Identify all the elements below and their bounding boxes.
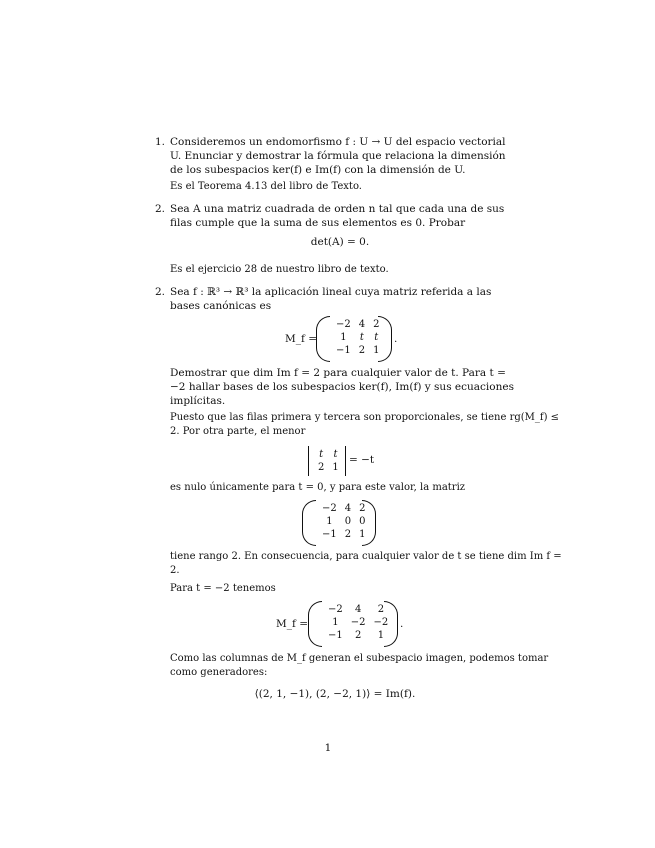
matrix-3-end: . (400, 618, 404, 630)
final-equation: ⟨(2, 1, −1), (2, −2, 1)⟩ = Im(f). (254, 688, 416, 700)
m1-cell: 1 (373, 345, 380, 356)
item-2-line-2: filas cumple que la suma de sus elementos es 0. Probar (170, 217, 466, 229)
minor-cell: t (333, 449, 338, 460)
item-1-answer: Es el Teorema 4.13 del libro de Texto. (170, 181, 362, 192)
solution-line-8: como generadores: (170, 667, 268, 678)
m3-cell: 1 (377, 630, 385, 641)
matrix-1-label: M_f = (285, 333, 318, 345)
m1-cell: −1 (336, 345, 351, 356)
matrix-1-end: . (394, 333, 398, 345)
m3-cell: 2 (377, 604, 385, 615)
item-3-task-1: Demostrar que dim Im f = 2 para cualquier valor de t. Para t = (170, 367, 506, 379)
item-3-number: 2. (155, 286, 166, 298)
m2-cell: −2 (322, 503, 337, 514)
matrix-3-label: M_f = (276, 618, 309, 630)
m3-cell: 1 (332, 617, 339, 628)
minor-result: = −t (349, 454, 375, 466)
m1-cell: 2 (358, 345, 366, 356)
item-3-line-2: bases canónicas es (170, 300, 272, 312)
solution-line-6: Para t = −2 tenemos (170, 583, 276, 594)
item-1-line-3: de los subespacios ker(f) e Im(f) con la dimensión de U. (170, 164, 466, 176)
solution-line-5: 2. (170, 565, 180, 576)
m1-cell: 2 (373, 319, 380, 330)
m3-cell: −2 (328, 604, 343, 615)
item-3-task-2: −2 hallar bases de los subespacios ker(f), Im(f) y sus ecuaciones (170, 381, 514, 393)
solution-line-1: Puesto que las filas primera y tercera son proporcionales, se tiene rg(M_f) ≤ (170, 412, 560, 423)
solution-line-7: Como las columnas de M_f generan el subespacio imagen, podemos tomar (170, 653, 549, 664)
matrix-2 (302, 500, 376, 546)
page-number: 1 (324, 742, 332, 754)
m3-cell: −2 (373, 617, 389, 628)
m3-cell: 4 (354, 604, 362, 615)
item-3-line-1: Sea f : ℝ³ → ℝ³ la aplicación lineal cuya matriz referida a las (170, 286, 492, 298)
item-1-line-2: U. Enunciar y demostrar la fórmula que relaciona la dimensión (170, 150, 506, 162)
m1-cell: −2 (336, 319, 351, 330)
m1-cell: 4 (358, 319, 366, 330)
minor-determinant (308, 446, 346, 476)
item-1-number: 1. (155, 136, 166, 148)
m1-cell: t (359, 332, 364, 343)
m2-cell: 2 (359, 503, 366, 514)
item-2-answer: Es el ejercicio 28 de nuestro libro de texto. (170, 264, 389, 275)
m3-cell: −1 (328, 630, 343, 641)
matrix-3 (308, 601, 398, 647)
m2-cell: 0 (359, 516, 366, 527)
minor-cell: t (319, 449, 324, 460)
solution-line-4: tiene rango 2. En consecuencia, para cualquier valor de t se tiene dim Im f = (170, 551, 562, 562)
m2-cell: 1 (326, 516, 333, 527)
solution-line-2: 2. Por otra parte, el menor (170, 426, 306, 437)
m2-cell: 4 (344, 503, 352, 514)
minor-cell: 1 (332, 462, 339, 473)
minor-cell: 2 (318, 462, 325, 473)
item-3-task-3: implícitas. (170, 395, 226, 407)
item-2-number: 2. (155, 203, 166, 215)
m3-cell: −2 (350, 617, 366, 628)
item-2-line-1: Sea A una matriz cuadrada de orden n tal que cada una de sus (170, 203, 505, 215)
m1-cell: t (374, 332, 379, 343)
solution-line-3: es nulo únicamente para t = 0, y para este valor, la matriz (170, 482, 466, 493)
m2-cell: 2 (344, 529, 352, 540)
m2-cell: 0 (344, 516, 352, 527)
m2-cell: 1 (359, 529, 366, 540)
m3-cell: 2 (354, 630, 362, 641)
item-1-line-1: Consideremos un endomorfismo f : U → U del espacio vectorial (170, 136, 506, 148)
matrix-1 (316, 316, 392, 362)
m2-cell: −1 (322, 529, 337, 540)
m1-cell: 1 (340, 332, 347, 343)
item-2-equation: det(A) = 0. (310, 236, 370, 248)
